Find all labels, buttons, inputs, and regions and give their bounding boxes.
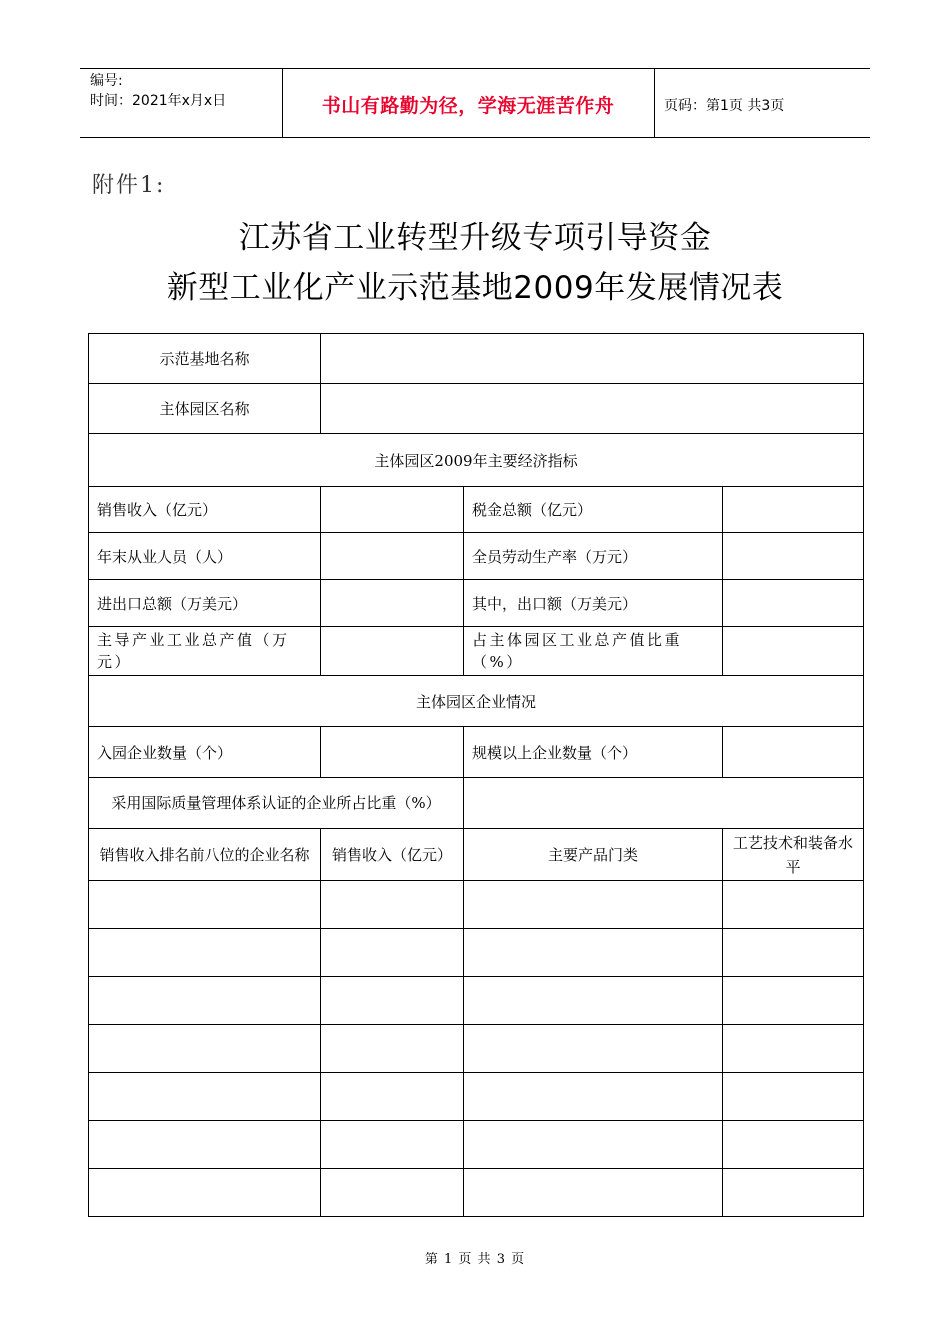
header-motto: 书山有路勤为径，学海无涯苦作舟 [321, 95, 615, 117]
table-row [89, 977, 864, 1025]
iso-ratio-label: 采用国际质量管理体系认证的企业所占比重（%） [89, 778, 464, 829]
top8-sales-cell[interactable] [321, 1169, 464, 1217]
table-row [89, 1073, 864, 1121]
top8-name-cell[interactable] [89, 977, 321, 1025]
top8-name-cell[interactable] [89, 1169, 321, 1217]
top8-tech-cell[interactable] [723, 929, 864, 977]
top8-tech-header: 工艺技术和装备水平 [723, 829, 864, 881]
top8-tech-cell[interactable] [723, 1121, 864, 1169]
table-row [89, 627, 864, 676]
header-meta [90, 71, 226, 111]
output-share-field[interactable] [723, 627, 864, 676]
top8-product-header: 主要产品门类 [464, 829, 723, 881]
table-row [89, 1121, 864, 1169]
top8-sales-cell[interactable] [321, 1073, 464, 1121]
table-row [89, 487, 864, 533]
table-row [89, 778, 864, 829]
top8-sales-cell[interactable] [321, 977, 464, 1025]
top8-sales-header: 销售收入（亿元） [321, 829, 464, 881]
table-row [89, 1169, 864, 1217]
table-row [89, 929, 864, 977]
scale-count-label: 规模以上企业数量（个） [464, 727, 723, 778]
employees-label: 年末从业人员（人） [89, 533, 321, 580]
table-row [89, 676, 864, 727]
top8-product-cell[interactable] [464, 1073, 723, 1121]
park-name-field[interactable] [321, 384, 864, 434]
table-row [89, 881, 864, 929]
top8-name-cell[interactable] [89, 929, 321, 977]
section-economic-title: 主体园区2009年主要经济指标 [89, 434, 864, 487]
sales-revenue-label: 销售收入（亿元） [89, 487, 321, 533]
doc-title-line1: 江苏省工业转型升级专项引导资金 [238, 220, 712, 256]
top8-tech-cell[interactable] [723, 1169, 864, 1217]
import-export-label: 进出口总额（万美元） [89, 580, 321, 627]
export-field[interactable] [723, 580, 864, 627]
table-row [89, 334, 864, 384]
base-name-field[interactable] [321, 334, 864, 384]
output-share-label: 占主体园区工业总产值比重（%） [464, 627, 723, 676]
top8-sales-cell[interactable] [321, 929, 464, 977]
iso-ratio-field[interactable] [464, 778, 864, 829]
page-header [80, 68, 870, 138]
top8-name-cell[interactable] [89, 1025, 321, 1073]
productivity-field[interactable] [723, 533, 864, 580]
table-row [89, 829, 864, 881]
export-label: 其中，出口额（万美元） [464, 580, 723, 627]
top8-sales-cell[interactable] [321, 1025, 464, 1073]
doc-title-line2: 新型工业化产业示范基地2009年发展情况表 [166, 270, 784, 306]
top8-name-cell[interactable] [89, 1121, 321, 1169]
top8-tech-cell[interactable] [723, 1025, 864, 1073]
table-row [89, 434, 864, 487]
scale-count-field[interactable] [723, 727, 864, 778]
development-table [88, 333, 864, 1217]
top8-name-cell[interactable] [89, 881, 321, 929]
table-row [89, 727, 864, 778]
top8-tech-cell[interactable] [723, 881, 864, 929]
enterprise-count-field[interactable] [321, 727, 464, 778]
top8-name-header: 销售收入排名前八位的企业名称 [89, 829, 321, 881]
top8-sales-cell[interactable] [321, 1121, 464, 1169]
top8-product-cell[interactable] [464, 1025, 723, 1073]
attachment-label: 附件1: [92, 173, 166, 198]
top8-product-cell[interactable] [464, 1121, 723, 1169]
header-divider [654, 69, 655, 137]
top8-sales-cell[interactable] [321, 881, 464, 929]
park-name-label: 主体园区名称 [89, 384, 321, 434]
time-label: 时间：2021年x月x日 [90, 93, 227, 109]
number-label: 编号: [90, 73, 123, 89]
lead-industry-output-field[interactable] [321, 627, 464, 676]
header-page-info: 页码：第1页 共3页 [664, 98, 785, 114]
table-row [89, 580, 864, 627]
top8-name-cell[interactable] [89, 1073, 321, 1121]
table-row [89, 384, 864, 434]
top8-product-cell[interactable] [464, 1169, 723, 1217]
base-name-label: 示范基地名称 [89, 334, 321, 384]
productivity-label: 全员劳动生产率（万元） [464, 533, 723, 580]
section-enterprise-title: 主体园区企业情况 [89, 676, 864, 727]
table-row [89, 533, 864, 580]
enterprise-count-label: 入园企业数量（个） [89, 727, 321, 778]
tax-total-field[interactable] [723, 487, 864, 533]
sales-revenue-field[interactable] [321, 487, 464, 533]
top8-product-cell[interactable] [464, 929, 723, 977]
page-footer: 第 1 页 共 3 页 [424, 1252, 526, 1267]
top8-tech-cell[interactable] [723, 977, 864, 1025]
lead-industry-output-label: 主导产业工业总产值（万元） [89, 627, 321, 676]
table-row [89, 1025, 864, 1073]
top8-product-cell[interactable] [464, 977, 723, 1025]
import-export-field[interactable] [321, 580, 464, 627]
top8-product-cell[interactable] [464, 881, 723, 929]
top8-tech-cell[interactable] [723, 1073, 864, 1121]
employees-field[interactable] [321, 533, 464, 580]
top8-rows [89, 881, 864, 1217]
tax-total-label: 税金总额（亿元） [464, 487, 723, 533]
